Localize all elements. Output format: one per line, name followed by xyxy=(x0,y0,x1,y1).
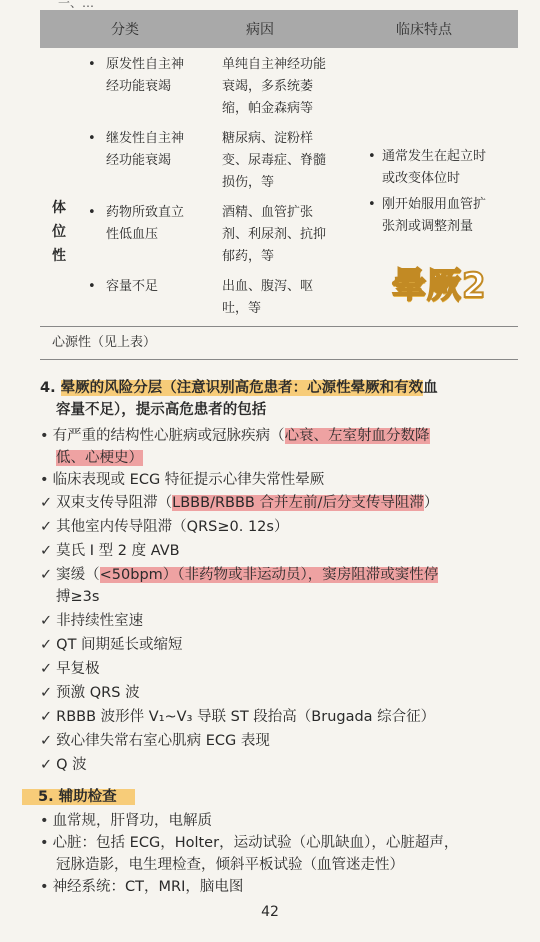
reason-line: 剂、利尿剂、抗抑 xyxy=(222,227,327,242)
cause-line: 经功能衰竭 xyxy=(106,79,172,94)
cause-drug xyxy=(88,202,200,246)
check-item xyxy=(40,730,270,752)
highlight-heart-failure: 心衰、左室射血分数降 xyxy=(284,428,430,444)
check-item-line2: 搏≥3s xyxy=(56,589,100,605)
check-text: 莫氏 I 型 2 度 AVB xyxy=(56,543,180,559)
bullet-icon: • xyxy=(88,205,96,220)
check-text: QT 间期延长或缩短 xyxy=(56,637,183,653)
checkmark-icon: ✓ xyxy=(40,495,53,511)
clinical-features xyxy=(368,146,518,242)
check-item xyxy=(40,754,87,776)
aux-item xyxy=(40,832,458,854)
cause-primary xyxy=(88,54,200,98)
header-cause: 病因 xyxy=(246,22,274,38)
bullet-icon: • xyxy=(40,879,49,895)
check-item xyxy=(40,540,180,562)
bullet-structural-heart-line2 xyxy=(56,447,143,469)
bullet-icon: • xyxy=(88,279,96,294)
checkmark-icon: ✓ xyxy=(40,661,53,677)
cause-volume xyxy=(88,276,200,298)
reason-line: 单纯自主神经功能 xyxy=(222,57,327,72)
check-text: RBBB 波形伴 V₁~V₃ 导联 ST 段抬高（Brugada 综合征） xyxy=(56,709,436,725)
reason-line: 变、尿毒症、脊髓 xyxy=(222,153,327,168)
highlight-bradycardia: <50bpm）（非药物或非运动员），窦房阻滞或窦性停 xyxy=(99,567,439,583)
section4-title-highlight: 晕厥的风险分层（注意识别高危患者：心源性晕厥和有效 xyxy=(60,380,424,396)
side-label-orthostatic: 体位性 xyxy=(52,200,66,264)
check-item xyxy=(40,492,438,514)
bullet-icon: • xyxy=(368,149,376,164)
reason-secondary xyxy=(222,128,354,194)
clinical-item xyxy=(368,146,518,190)
check-text: 致心律失常右室心肌病 ECG 表现 xyxy=(56,733,270,749)
bullet-text: 有严重的结构性心脏病或冠脉疾病（ xyxy=(52,428,285,444)
cause-line: 性低血压 xyxy=(106,227,159,242)
bullet-arrhythmic xyxy=(40,469,324,491)
reason-primary xyxy=(222,54,354,120)
checkmark-icon: ✓ xyxy=(40,519,53,535)
clinical-line: 或改变体位时 xyxy=(382,171,461,186)
check-item xyxy=(40,658,100,680)
section5-title xyxy=(22,786,135,808)
check-item xyxy=(40,706,435,728)
section4-title xyxy=(40,377,438,399)
bullet-icon: • xyxy=(88,131,96,146)
cause-line: 容量不足 xyxy=(106,279,159,294)
reason-line: 缩，帕金森病等 xyxy=(222,101,314,116)
reason-line: 糖尿病、淀粉样 xyxy=(222,131,314,146)
cause-line: 原发性自主神 xyxy=(106,57,185,72)
clinical-line: 张剂或调整剂量 xyxy=(382,219,474,234)
section4-title-tail: 血 xyxy=(423,380,438,396)
check-text: Q 波 xyxy=(56,757,87,773)
header-category: 分类 xyxy=(111,22,139,38)
check-item xyxy=(40,610,143,632)
bullet-text: 临床表现或 ECG 特征提示心律失常性晕厥 xyxy=(52,472,325,488)
aux-text: 心脏：包括 ECG，Holter，运动试验（心肌缺血），心脏超声， xyxy=(52,835,459,851)
cause-line: 继发性自主神 xyxy=(106,131,185,146)
checkmark-icon: ✓ xyxy=(40,685,53,701)
aux-item-line2: 冠脉造影，电生理检查，倾斜平板试验（血管迷走性） xyxy=(56,857,404,873)
check-text: 非持续性室速 xyxy=(56,613,144,629)
checkmark-icon: ✓ xyxy=(40,543,53,559)
check-text: 早复极 xyxy=(56,661,100,677)
check-text: 双束支传导阻滞（ xyxy=(56,495,173,511)
checkmark-icon: ✓ xyxy=(40,733,53,749)
reason-line: 吐，等 xyxy=(222,301,262,316)
page-number: 42 xyxy=(261,904,279,920)
checkmark-icon: ✓ xyxy=(40,757,53,773)
aux-text: 血常规，肝肾功，电解质 xyxy=(52,813,213,829)
table-header xyxy=(40,10,518,48)
highlight-bundle-block: LBBB/RBBB 合并左前/后分支传导阻滞 xyxy=(172,495,424,511)
checkmark-icon: ✓ xyxy=(40,567,53,583)
aux-item xyxy=(40,876,243,898)
cause-secondary xyxy=(88,128,200,172)
bullet-icon: • xyxy=(88,57,96,72)
check-item xyxy=(40,564,438,586)
syncope-cause-table xyxy=(40,10,518,360)
check-item xyxy=(40,634,183,656)
reason-volume xyxy=(222,276,354,320)
bullet-icon: • xyxy=(40,835,49,851)
bullet-icon: • xyxy=(368,197,376,212)
reason-line: 郁药，等 xyxy=(222,249,275,264)
clinical-item xyxy=(368,194,518,238)
clinical-line: 通常发生在起立时 xyxy=(382,149,487,164)
header-clinical: 临床特点 xyxy=(396,22,452,38)
check-item xyxy=(40,516,288,538)
bullet-structural-heart xyxy=(40,425,430,447)
watermark-stamp: 晕厥2 xyxy=(392,266,487,306)
aux-item xyxy=(40,810,212,832)
reason-line: 酒精、血管扩张 xyxy=(222,205,314,220)
checkmark-icon: ✓ xyxy=(40,613,53,629)
bullet-icon: • xyxy=(40,472,49,488)
section5-title-highlight: 5. 辅助检查 xyxy=(22,789,135,805)
highlight-mi-history: 低、心梗史） xyxy=(56,450,143,466)
reason-line: 出血、腹泻、呕 xyxy=(222,279,314,294)
section4-number: 4. xyxy=(40,380,56,396)
check-item xyxy=(40,682,140,704)
reason-drug xyxy=(222,202,354,268)
check-text: 其他室内传导阻滞（QRS≥0. 12s） xyxy=(56,519,289,535)
table-footer: 心源性（见上表） xyxy=(40,326,518,360)
section4-title-line2: 容量不足），提示高危患者的包括 xyxy=(56,402,267,418)
check-text: 窦缓（ xyxy=(56,567,100,583)
checkmark-icon: ✓ xyxy=(40,637,53,653)
reason-line: 损伤，等 xyxy=(222,175,275,190)
clinical-line: 刚开始服用血管扩 xyxy=(382,197,487,212)
cut-off-heading: 一、… xyxy=(58,0,95,10)
checkmark-icon: ✓ xyxy=(40,709,53,725)
aux-text: 神经系统：CT，MRI，脑电图 xyxy=(52,879,244,895)
bullet-icon: • xyxy=(40,428,49,444)
cause-line: 药物所致直立 xyxy=(106,205,185,220)
cause-line: 经功能衰竭 xyxy=(106,153,172,168)
bullet-icon: • xyxy=(40,813,49,829)
check-text: 预激 QRS 波 xyxy=(56,685,140,701)
check-text-post: ） xyxy=(423,495,439,511)
reason-line: 衰竭，多系统萎 xyxy=(222,79,314,94)
